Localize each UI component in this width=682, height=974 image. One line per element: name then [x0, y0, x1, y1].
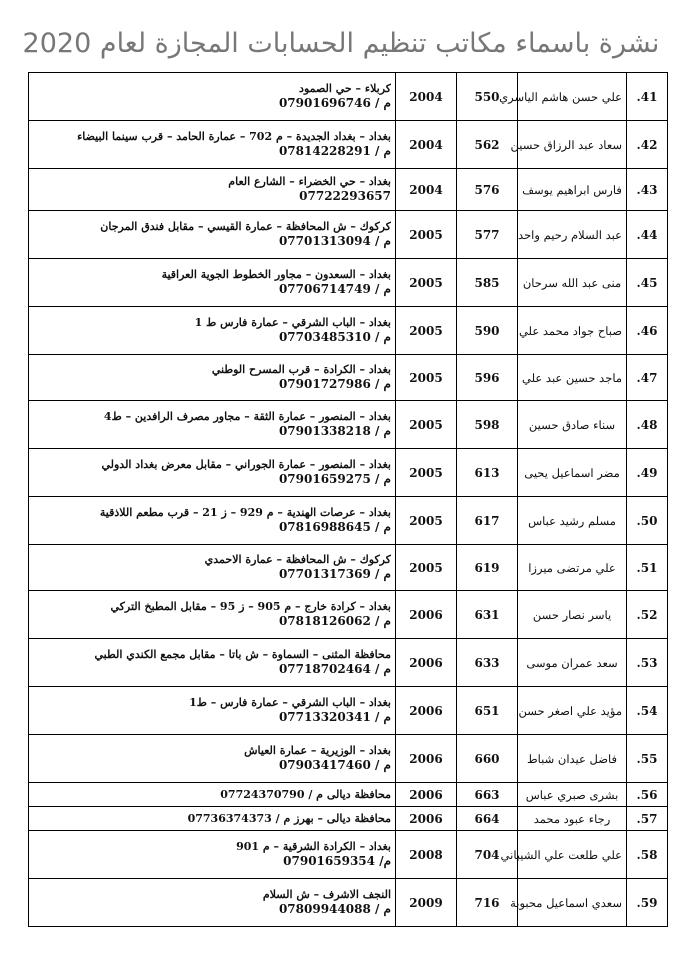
address-cell	[29, 783, 396, 807]
table-row	[29, 879, 668, 927]
address-cell	[29, 401, 396, 449]
office-name: سعد عمران موسى	[518, 639, 627, 687]
phone-line	[33, 189, 391, 204]
table-row	[29, 401, 668, 449]
license-year: 2008	[396, 831, 457, 879]
address-cell	[29, 121, 396, 169]
address-cell	[29, 591, 396, 639]
phone-number: 07736374373	[187, 811, 272, 825]
table-row	[29, 449, 668, 497]
license-year: 2006	[396, 591, 457, 639]
mobile-prefix: م /	[375, 233, 391, 248]
license-year: 2005	[396, 211, 457, 259]
row-number: 48.	[627, 401, 668, 449]
license-year: 2004	[396, 121, 457, 169]
license-year: 2006	[396, 735, 457, 783]
mobile-prefix: م /	[375, 709, 391, 724]
license-number: 664	[457, 807, 518, 831]
phone-line	[33, 854, 391, 869]
mobile-prefix: م/	[379, 853, 391, 868]
address-text: بغداد – المنصور – عمارة الجوراني – مقابل معرض بغداد الدولي	[101, 458, 391, 472]
license-year: 2005	[396, 545, 457, 591]
address-text: بغداد – بغداد الجديدة – م 702 – عمارة الحامد – قرب سينما البيضاء	[77, 130, 391, 144]
license-year: 2004	[396, 169, 457, 211]
mobile-prefix: م /	[375, 613, 391, 628]
page-title: نشرة باسماء مكاتب تنظيم الحسابات المجازة لعام 2020	[22, 28, 660, 59]
address-text: بغداد – الوزيرية – عمارة العياش	[244, 744, 391, 758]
address-text: بغداد – الباب الشرقي – عمارة فارس – ط1	[189, 696, 391, 710]
row-number: 54.	[627, 687, 668, 735]
phone-line	[33, 282, 391, 297]
table-row	[29, 639, 668, 687]
table-row	[29, 307, 668, 355]
table-row	[29, 259, 668, 307]
license-year: 2005	[396, 259, 457, 307]
address-cell	[29, 545, 396, 591]
phone-line	[33, 472, 391, 487]
license-number: 596	[457, 355, 518, 401]
address-text: بغداد – السعدون – مجاور الخطوط الجوية العراقية	[161, 268, 391, 282]
office-name: بشرى صبري عباس	[518, 783, 627, 807]
phone-number: 07706714749	[278, 281, 371, 296]
phone-number: 07903417460	[278, 757, 371, 772]
license-number: 631	[457, 591, 518, 639]
row-number: 55.	[627, 735, 668, 783]
office-name: فاضل عيدان شباط	[518, 735, 627, 783]
address-text: بغداد – عرصات الهندية – م 929 – ز 21 – قرب مطعم اللاذقية	[99, 506, 391, 520]
license-year: 2006	[396, 783, 457, 807]
license-number: 613	[457, 449, 518, 497]
license-year: 2005	[396, 401, 457, 449]
office-name: مؤيد علي اصغر حسن	[518, 687, 627, 735]
license-year: 2009	[396, 879, 457, 927]
phone-line	[33, 96, 391, 111]
office-name: منى عبد الله سرحان	[518, 259, 627, 307]
license-year: 2005	[396, 355, 457, 401]
row-number: 43.	[627, 169, 668, 211]
mobile-prefix: م /	[375, 661, 391, 676]
phone-number: 07816988645	[278, 519, 371, 534]
phone-line	[33, 330, 391, 345]
office-name: ماجد حسين عبد علي	[518, 355, 627, 401]
phone-line	[33, 614, 391, 629]
office-name: علي مرتضى ميرزا	[518, 545, 627, 591]
address-text: محافظة المثنى – السماوة – ش باتا – مقابل مجمع الكندي الطبي	[94, 648, 391, 662]
phone-line	[33, 662, 391, 677]
address-text: محافظة ديالى م /	[308, 787, 391, 801]
phone-number: 07701317369	[278, 566, 371, 581]
office-name: سعاد عبد الرزاق حسين	[518, 121, 627, 169]
license-number: 633	[457, 639, 518, 687]
table-body	[29, 73, 668, 927]
address-text: بغداد – الكرادة الشرقية – م 901	[236, 840, 391, 854]
phone-line	[33, 710, 391, 725]
table-row	[29, 73, 668, 121]
office-name: فارس ابراهيم يوسف	[518, 169, 627, 211]
address-cell	[29, 879, 396, 927]
table-row	[29, 807, 668, 831]
license-year: 2004	[396, 73, 457, 121]
table-row	[29, 735, 668, 783]
phone-number: 07703485310	[278, 329, 371, 344]
office-name: علي طلعت علي الشيباني	[518, 831, 627, 879]
phone-line	[33, 520, 391, 535]
address-cell	[29, 259, 396, 307]
address-text: النجف الاشرف – ش السلام	[262, 888, 391, 902]
phone-number: 07901338218	[278, 423, 371, 438]
row-number: 52.	[627, 591, 668, 639]
phone-line	[33, 234, 391, 249]
address-cell	[29, 355, 396, 401]
phone-number: 07722293657	[299, 188, 391, 203]
phone-number: 07901659275	[278, 471, 371, 486]
license-number: 617	[457, 497, 518, 545]
license-number: 577	[457, 211, 518, 259]
row-number: 41.	[627, 73, 668, 121]
license-year: 2005	[396, 307, 457, 355]
row-number: 58.	[627, 831, 668, 879]
license-number: 598	[457, 401, 518, 449]
mobile-prefix: م /	[375, 281, 391, 296]
license-number: 590	[457, 307, 518, 355]
row-number: 45.	[627, 259, 668, 307]
phone-line	[33, 424, 391, 439]
office-name: سناء صادق حسين	[518, 401, 627, 449]
office-name: ياسر نصار حسن	[518, 591, 627, 639]
table-row	[29, 211, 668, 259]
office-name: مسلم رشيد عباس	[518, 497, 627, 545]
license-year: 2005	[396, 497, 457, 545]
address-cell	[29, 687, 396, 735]
address-cell	[29, 807, 396, 831]
row-number: 53.	[627, 639, 668, 687]
row-number: 51.	[627, 545, 668, 591]
license-number: 716	[457, 879, 518, 927]
license-number: 550	[457, 73, 518, 121]
address-text: بغداد – الباب الشرقي – عمارة فارس ط 1	[194, 316, 391, 330]
row-number: 57.	[627, 807, 668, 831]
phone-line	[33, 902, 391, 917]
phone-line	[33, 377, 391, 392]
office-name: صباح جواد محمد علي	[518, 307, 627, 355]
address-line	[33, 812, 391, 826]
license-year: 2006	[396, 687, 457, 735]
office-name: رجاء عبود محمد	[518, 807, 627, 831]
office-name: سعدي اسماعيل محبوبة	[518, 879, 627, 927]
phone-number: 07809944088	[278, 901, 371, 916]
license-number: 576	[457, 169, 518, 211]
table-row	[29, 169, 668, 211]
address-line	[33, 788, 391, 802]
mobile-prefix: م /	[375, 376, 391, 391]
office-name: مضر اسماعيل يحيى	[518, 449, 627, 497]
address-text: بغداد – كرادة خارج – م 905 – ز 95 – مقابل المطبخ التركي	[110, 600, 391, 614]
license-number: 619	[457, 545, 518, 591]
phone-number: 07701313094	[278, 233, 371, 248]
address-cell	[29, 639, 396, 687]
row-number: 44.	[627, 211, 668, 259]
address-text: كربلاء – حي الصمود	[299, 82, 391, 96]
license-number: 651	[457, 687, 518, 735]
address-text: بغداد – حي الخضراء – الشارع العام	[228, 175, 391, 189]
license-year: 2005	[396, 449, 457, 497]
address-cell	[29, 831, 396, 879]
address-text: بغداد – الكرادة – قرب المسرح الوطني	[211, 363, 391, 377]
mobile-prefix: م /	[375, 519, 391, 534]
table-row	[29, 831, 668, 879]
table-row	[29, 121, 668, 169]
phone-line	[33, 758, 391, 773]
phone-number: 07718702464	[278, 661, 371, 676]
license-number: 660	[457, 735, 518, 783]
table-row	[29, 545, 668, 591]
license-number: 585	[457, 259, 518, 307]
phone-number: 07713320341	[278, 709, 371, 724]
license-number: 562	[457, 121, 518, 169]
address-cell	[29, 307, 396, 355]
address-cell	[29, 211, 396, 259]
office-name: عبد السلام رحيم واحد	[518, 211, 627, 259]
mobile-prefix: م /	[375, 757, 391, 772]
address-cell	[29, 449, 396, 497]
row-number: 50.	[627, 497, 668, 545]
license-number: 663	[457, 783, 518, 807]
mobile-prefix: م /	[375, 143, 391, 158]
address-cell	[29, 497, 396, 545]
address-cell	[29, 169, 396, 211]
license-year: 2006	[396, 639, 457, 687]
row-number: 49.	[627, 449, 668, 497]
office-name: علي حسن هاشم الياسري	[518, 73, 627, 121]
mobile-prefix: م /	[375, 566, 391, 581]
row-number: 42.	[627, 121, 668, 169]
mobile-prefix: م /	[375, 901, 391, 916]
mobile-prefix: م /	[375, 423, 391, 438]
address-cell	[29, 735, 396, 783]
mobile-prefix: م /	[375, 329, 391, 344]
phone-number: 07901696746	[278, 95, 371, 110]
address-text: محافظة ديالى – بهرز م /	[275, 811, 391, 825]
table-row	[29, 687, 668, 735]
row-number: 47.	[627, 355, 668, 401]
address-text: بغداد – المنصور – عمارة الثقة – مجاور مصرف الرافدين – ط4	[103, 410, 391, 424]
license-number: 704	[457, 831, 518, 879]
phone-number: 07724370790	[220, 787, 305, 801]
mobile-prefix: م /	[375, 471, 391, 486]
mobile-prefix: م /	[375, 95, 391, 110]
phone-number: 07818126062	[278, 613, 371, 628]
phone-line	[33, 144, 391, 159]
phone-line	[33, 567, 391, 582]
row-number: 56.	[627, 783, 668, 807]
phone-number: 07814228291	[278, 143, 371, 158]
phone-number: 07901727986	[278, 376, 371, 391]
row-number: 46.	[627, 307, 668, 355]
license-year: 2006	[396, 807, 457, 831]
offices-table	[28, 72, 668, 927]
phone-number: 07901659354	[283, 853, 375, 868]
address-cell	[29, 73, 396, 121]
table-row	[29, 355, 668, 401]
row-number: 59.	[627, 879, 668, 927]
table-row	[29, 783, 668, 807]
table-row	[29, 497, 668, 545]
address-text: كركوك – ش المحافظة – عمارة الاحمدي	[204, 553, 391, 567]
table-row	[29, 591, 668, 639]
address-text: كركوك – ش المحافظة – عمارة القيسي – مقابل فندق المرجان	[100, 220, 391, 234]
